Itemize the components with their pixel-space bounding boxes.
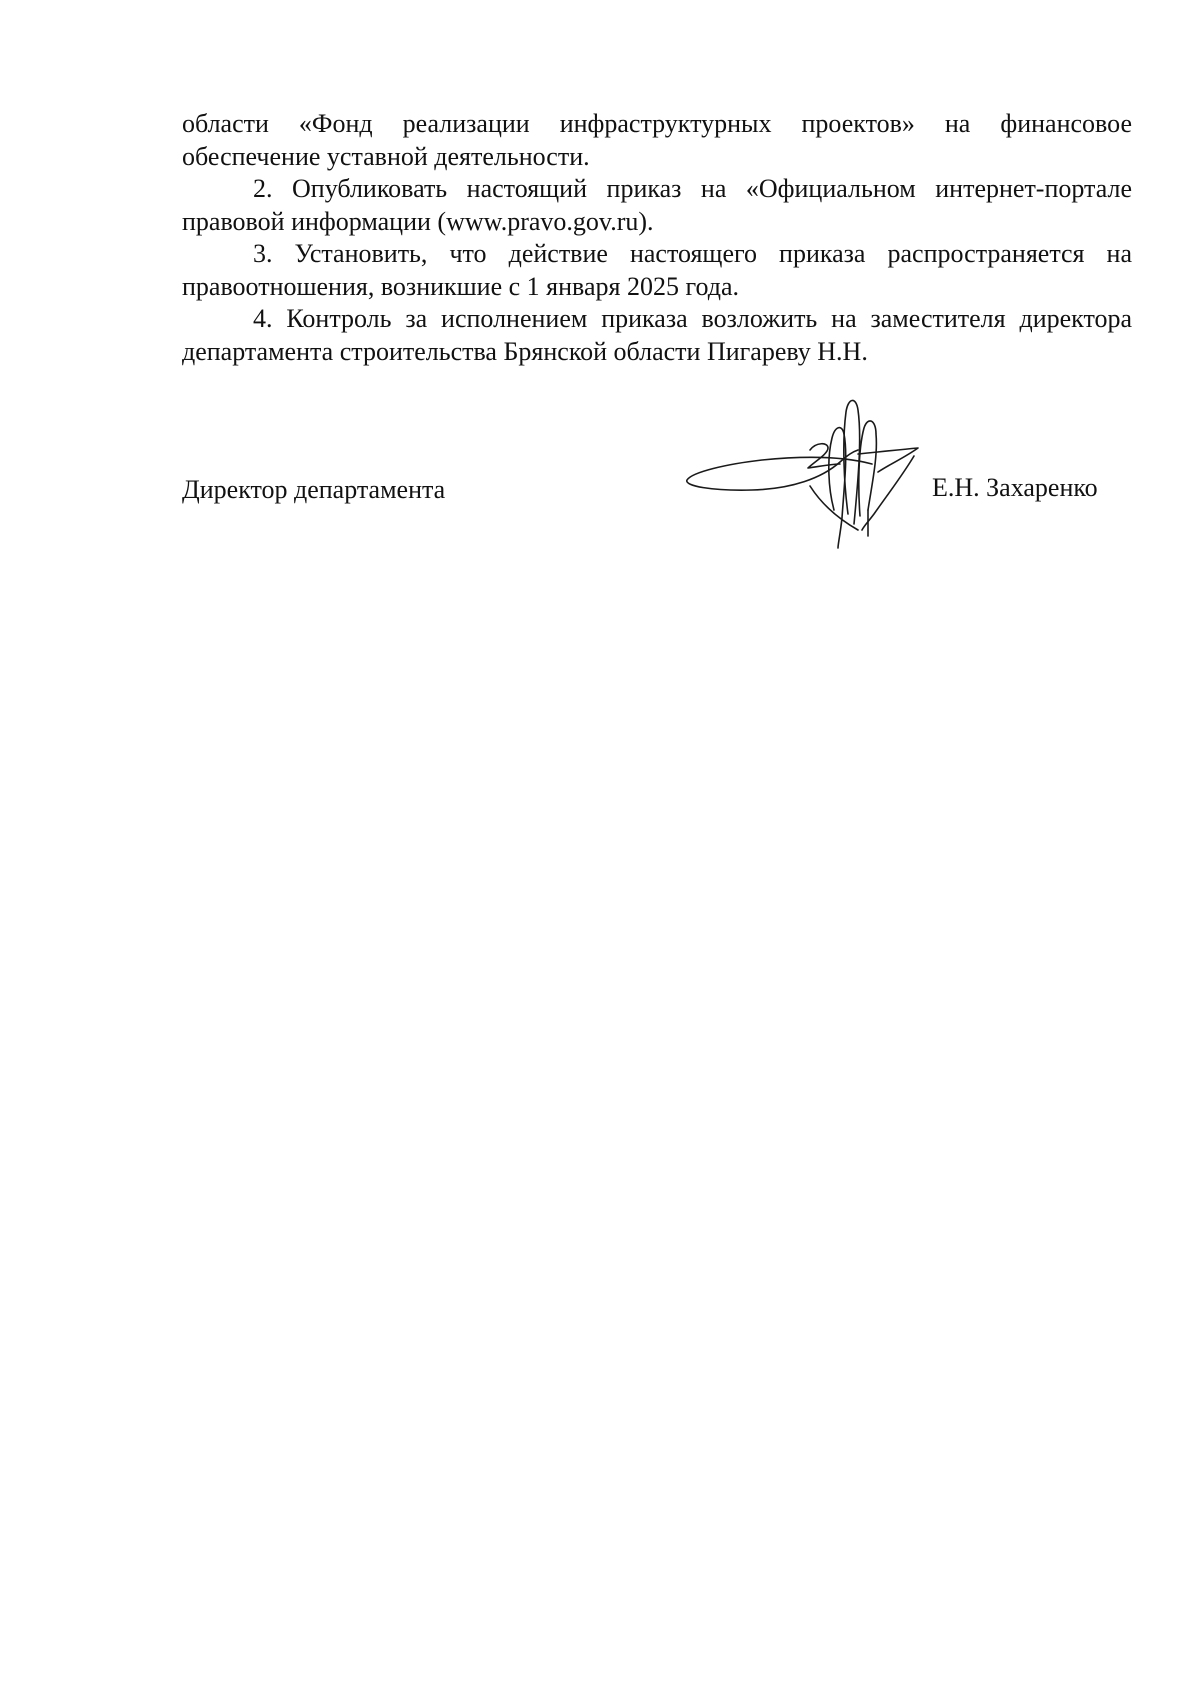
signatory-position: Директор департамента — [182, 475, 446, 504]
document-body — [182, 108, 1132, 368]
paragraph-item-3: 3. Установить, что действие настоящего приказа распространяется на правоотношения, возникшие с 1 января 2025 года. — [182, 239, 1132, 301]
handwritten-signature — [682, 398, 942, 558]
paragraph-continuation: области «Фонд реализации инфраструктурных проектов» на финансовое обеспечение уставной деятельности. — [182, 109, 1132, 171]
signatory-name: Е.Н. Захаренко — [932, 473, 1098, 502]
paragraph-item-2: 2. Опубликовать настоящий приказ на «Официальном интернет-портале правовой информации (www.pravo.gov.ru). — [182, 174, 1132, 236]
paragraph-item-4: 4. Контроль за исполнением приказа возложить на заместителя директора департамента строительства Брянской области Пигареву Н.Н. — [182, 304, 1132, 366]
signature-block — [182, 398, 1132, 558]
